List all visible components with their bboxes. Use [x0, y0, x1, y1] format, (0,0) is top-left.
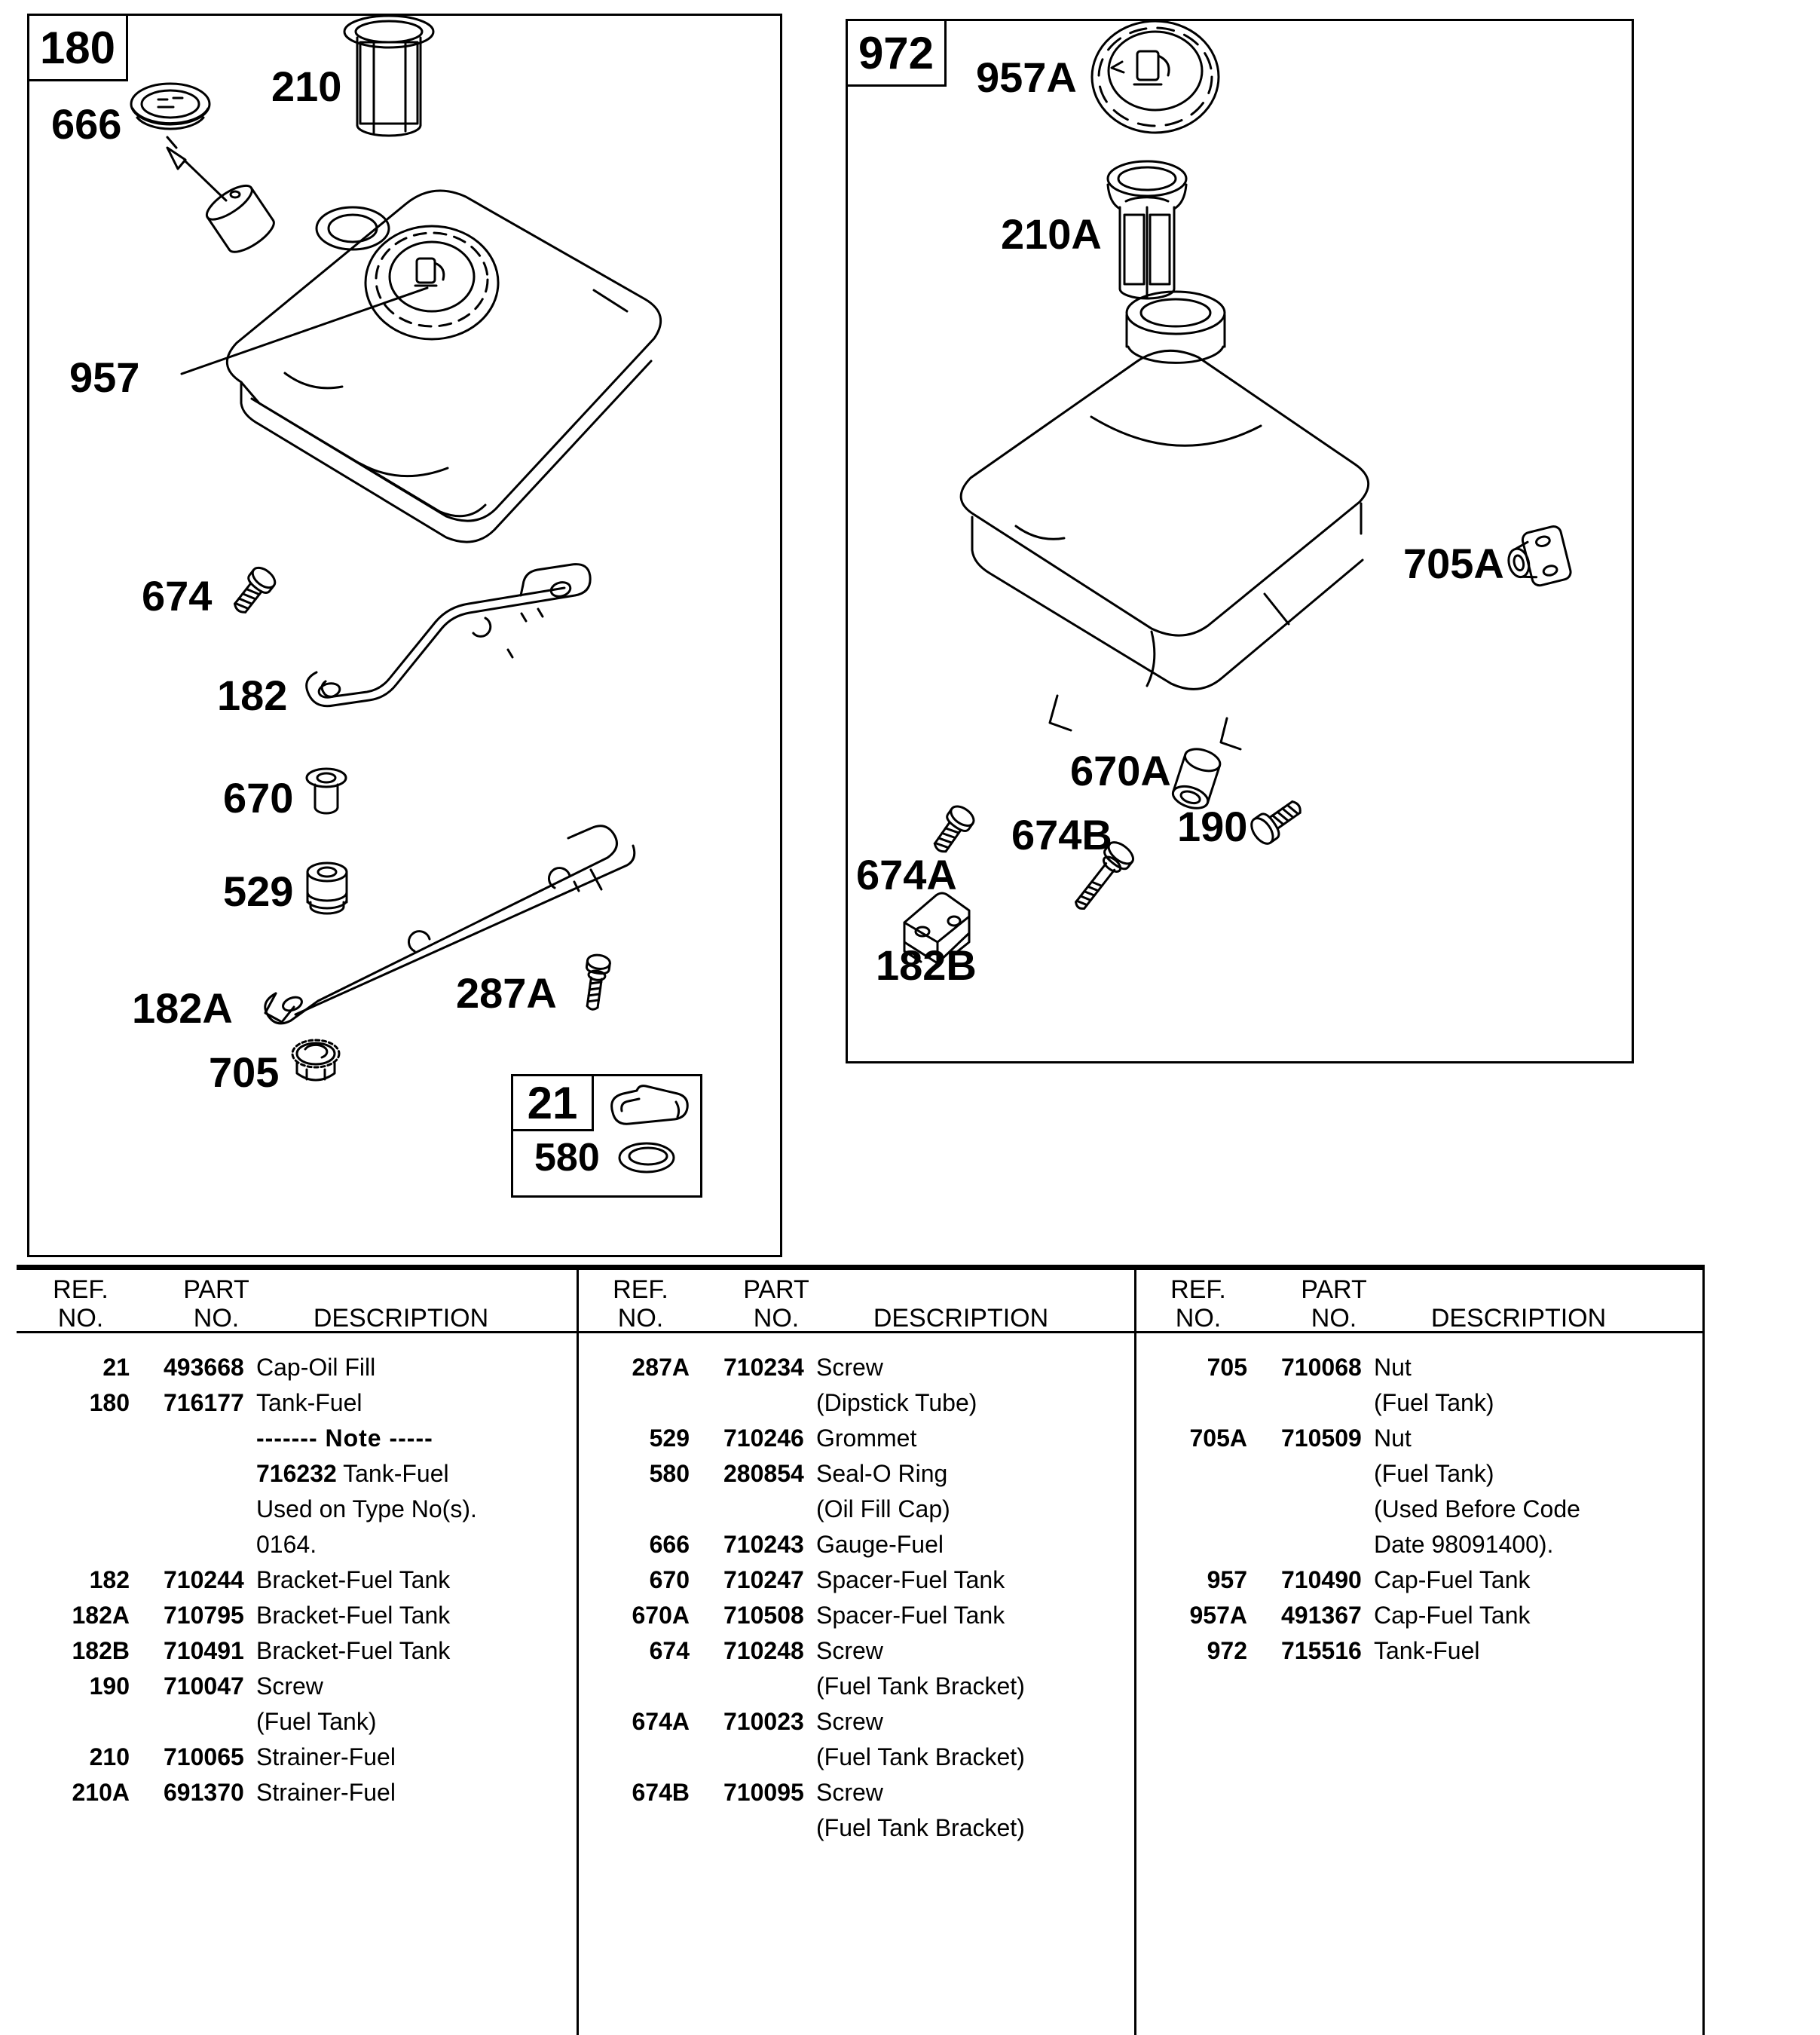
description-cell: Spacer-Fuel Tank	[816, 1602, 1005, 1629]
ref-no-header-line2: NO.	[617, 1304, 664, 1333]
parts-table-column-1	[17, 1351, 574, 1811]
description-cell: Seal-O Ring	[816, 1460, 948, 1487]
description-cell: Nut	[1374, 1354, 1412, 1381]
description-cell: (Fuel Tank)	[1374, 1460, 1494, 1487]
description-cell: Screw	[816, 1637, 883, 1664]
table-line	[577, 1669, 1134, 1705]
part-no-cell: 710490	[1281, 1566, 1362, 1593]
part-no-header-line2: NO.	[753, 1304, 800, 1333]
part-no-cell: 710244	[164, 1566, 244, 1593]
description-cell: Used on Type No(s).	[256, 1495, 477, 1522]
callout-182A: 182A	[132, 984, 233, 1032]
ref-no-cell: 674B	[632, 1779, 690, 1806]
part-no-cell: 710508	[723, 1602, 804, 1629]
description-cell: Tank-Fuel	[256, 1389, 362, 1416]
table-line	[577, 1811, 1134, 1847]
table-line	[1134, 1386, 1702, 1421]
part-no-header-line2: NO.	[1311, 1304, 1357, 1333]
screw-190-drawing	[1245, 785, 1317, 857]
table-line	[577, 1740, 1134, 1776]
ref-no-header-line1: REF.	[1170, 1275, 1226, 1304]
table-line	[577, 1705, 1134, 1740]
table-line	[17, 1351, 574, 1386]
callout-674: 674	[142, 572, 213, 620]
part-no-cell: 710509	[1281, 1424, 1362, 1452]
part-no-header-line1: PART	[183, 1275, 249, 1304]
ref-no-cell: 21	[102, 1354, 130, 1381]
part-no-header-line2: NO.	[193, 1304, 240, 1333]
table-line	[577, 1386, 1134, 1421]
leader-line-957	[177, 279, 433, 384]
inset-label-text: 21	[527, 1077, 578, 1128]
oil-fill-cap-21-drawing	[602, 1082, 691, 1135]
part-no-cell: 710047	[164, 1672, 244, 1700]
part-no-header-line1: PART	[1301, 1275, 1367, 1304]
callout-287A: 287A	[456, 969, 557, 1017]
nut-705-drawing	[289, 1034, 344, 1094]
description-cell: 716232 Tank-Fuel	[256, 1460, 449, 1487]
inset-box-21-label	[511, 1074, 594, 1131]
ref-no-cell: 972	[1207, 1637, 1247, 1664]
table-line	[17, 1705, 574, 1740]
ref-no-cell: 670A	[632, 1602, 690, 1629]
table-line	[17, 1740, 574, 1776]
table-line	[17, 1599, 574, 1634]
fuel-cap-957A-drawing	[1087, 17, 1223, 139]
table-line	[1134, 1528, 1702, 1563]
table-line	[17, 1492, 574, 1528]
description-cell: (Oil Fill Cap)	[816, 1495, 950, 1522]
parts-table-column-2	[577, 1351, 1134, 1847]
part-no-cell: 710243	[723, 1531, 804, 1558]
part-no-cell: 710247	[723, 1566, 804, 1593]
spacer-670A-drawing	[1168, 742, 1228, 822]
table-line	[1134, 1563, 1702, 1599]
description-cell: Tank-Fuel	[1374, 1637, 1480, 1664]
callout-190: 190	[1177, 803, 1248, 850]
ref-no-cell: 210A	[72, 1779, 130, 1806]
part-no-cell: 710234	[723, 1354, 804, 1381]
ref-no-cell: 957	[1207, 1566, 1247, 1593]
table-line	[1134, 1492, 1702, 1528]
description-cell: Grommet	[816, 1424, 917, 1452]
description-cell: Strainer-Fuel	[256, 1779, 396, 1806]
o-ring-580-drawing	[616, 1137, 679, 1180]
description-cell: Screw	[256, 1672, 323, 1700]
description-cell: (Fuel Tank Bracket)	[816, 1672, 1025, 1700]
ref-no-cell: 287A	[632, 1354, 690, 1381]
table-line	[577, 1492, 1134, 1528]
box-label-text: 180	[39, 22, 116, 73]
ref-no-cell: 182A	[72, 1602, 130, 1629]
screw-674-drawing	[225, 562, 285, 629]
callout-705A: 705A	[1403, 540, 1504, 587]
ref-no-cell: 674A	[632, 1708, 690, 1735]
callout-529: 529	[223, 868, 294, 915]
bolt-674B-drawing	[1057, 835, 1147, 929]
part-no-cell: 710248	[723, 1637, 804, 1664]
description-cell: ------- Note -----	[256, 1424, 433, 1452]
table-line	[17, 1386, 574, 1421]
callout-957A: 957A	[976, 54, 1077, 101]
ref-no-cell: 180	[89, 1389, 130, 1416]
ref-no-cell: 670	[649, 1566, 690, 1593]
description-cell: Cap-Fuel Tank	[1374, 1602, 1531, 1629]
description-header: DESCRIPTION	[313, 1304, 489, 1333]
table-line	[17, 1776, 574, 1811]
callout-957: 957	[69, 353, 140, 401]
table-top-rule	[17, 1265, 1705, 1270]
part-no-cell: 710246	[723, 1424, 804, 1452]
table-line	[577, 1528, 1134, 1563]
table-line	[17, 1563, 574, 1599]
ref-no-header-line2: NO.	[1175, 1304, 1222, 1333]
part-no-cell: 493668	[164, 1354, 244, 1381]
description-cell: Cap-Oil Fill	[256, 1354, 376, 1381]
description-cell: (Fuel Tank)	[256, 1708, 377, 1735]
callout-670: 670	[223, 774, 294, 822]
bracket-182-drawing	[295, 559, 608, 733]
table-line	[577, 1776, 1134, 1811]
description-cell: (Used Before Code	[1374, 1495, 1580, 1522]
table-line	[17, 1528, 574, 1563]
description-cell: (Dipstick Tube)	[816, 1389, 977, 1416]
description-cell: (Fuel Tank)	[1374, 1389, 1494, 1416]
ref-no-cell: 190	[89, 1672, 130, 1700]
callout-210: 210	[271, 63, 342, 110]
callout-670A: 670A	[1070, 747, 1171, 794]
table-line	[1134, 1457, 1702, 1492]
part-no-cell: 710068	[1281, 1354, 1362, 1381]
description-cell: Bracket-Fuel Tank	[256, 1602, 451, 1629]
part-no-cell: 710095	[723, 1779, 804, 1806]
ref-no-cell: 529	[649, 1424, 690, 1452]
table-line	[1134, 1634, 1702, 1669]
callout-674B: 674B	[1011, 811, 1112, 858]
diagram-box-972-label	[846, 19, 947, 87]
callout-580: 580	[534, 1136, 600, 1180]
description-cell: Gauge-Fuel	[816, 1531, 944, 1558]
description-cell: Screw	[816, 1779, 883, 1806]
table-line	[17, 1669, 574, 1705]
ref-no-cell: 957A	[1189, 1602, 1247, 1629]
ref-no-cell: 666	[649, 1531, 690, 1558]
part-no-cell: 716177	[164, 1389, 244, 1416]
ref-no-header-line1: REF.	[613, 1275, 668, 1304]
part-no-cell: 710023	[723, 1708, 804, 1735]
bracket-182B-drawing	[891, 883, 985, 981]
callout-666: 666	[51, 100, 122, 148]
part-no-cell: 691370	[164, 1779, 244, 1806]
screw-287A-drawing	[571, 951, 621, 1023]
part-no-cell: 710795	[164, 1602, 244, 1629]
part-no-cell: 491367	[1281, 1602, 1362, 1629]
ref-no-header-line1: REF.	[53, 1275, 109, 1304]
description-cell: Date 98091400).	[1374, 1531, 1554, 1558]
description-header: DESCRIPTION	[873, 1304, 1049, 1333]
parts-table-column-3	[1134, 1351, 1702, 1669]
table-line	[577, 1421, 1134, 1457]
callout-210A: 210A	[1001, 210, 1102, 258]
description-header: DESCRIPTION	[1430, 1304, 1607, 1333]
ref-no-cell: 705A	[1189, 1424, 1247, 1452]
ref-no-cell: 210	[89, 1743, 130, 1770]
table-line	[17, 1457, 574, 1492]
ref-no-cell: 182B	[72, 1637, 130, 1664]
description-cell: Cap-Fuel Tank	[1374, 1566, 1531, 1593]
ref-no-cell: 580	[649, 1460, 690, 1487]
nut-705A-drawing	[1502, 519, 1579, 601]
callout-674A: 674A	[856, 851, 957, 898]
part-no-header-line1: PART	[743, 1275, 809, 1304]
description-cell: Strainer-Fuel	[256, 1743, 396, 1770]
description-cell: (Fuel Tank Bracket)	[816, 1814, 1025, 1841]
table-line	[1134, 1351, 1702, 1386]
part-no-cell: 280854	[723, 1460, 804, 1487]
inset-box-21	[511, 1074, 702, 1198]
box-label-text: 972	[858, 27, 934, 78]
callout-182: 182	[217, 672, 288, 719]
ref-no-cell: 674	[649, 1637, 690, 1664]
strainer-210-drawing	[341, 12, 437, 151]
table-line	[577, 1351, 1134, 1386]
ref-no-header-line2: NO.	[57, 1304, 104, 1333]
description-cell: (Fuel Tank Bracket)	[816, 1743, 1025, 1770]
screw-674A-drawing	[924, 800, 984, 868]
table-line	[577, 1563, 1134, 1599]
table-line	[577, 1634, 1134, 1669]
part-no-cell: 710065	[164, 1743, 244, 1770]
description-cell: Bracket-Fuel Tank	[256, 1637, 451, 1664]
bracket-182A-drawing	[250, 791, 687, 1033]
part-no-cell: 715516	[1281, 1637, 1362, 1664]
ref-no-cell: 705	[1207, 1354, 1247, 1381]
table-line	[17, 1421, 574, 1457]
table-line	[17, 1634, 574, 1669]
description-cell: Screw	[816, 1354, 883, 1381]
table-line	[1134, 1599, 1702, 1634]
fuel-tank-972-drawing	[903, 277, 1408, 771]
table-line	[577, 1457, 1134, 1492]
description-cell: Spacer-Fuel Tank	[816, 1566, 1005, 1593]
table-line	[577, 1599, 1134, 1634]
table-line	[1134, 1421, 1702, 1457]
description-cell: Screw	[816, 1708, 883, 1735]
ref-no-cell: 182	[89, 1566, 130, 1593]
description-cell: Bracket-Fuel Tank	[256, 1566, 451, 1593]
callout-705: 705	[209, 1048, 280, 1096]
diagram-box-180-label	[27, 14, 128, 81]
callout-182B: 182B	[876, 941, 977, 989]
description-cell: Nut	[1374, 1424, 1412, 1452]
description-cell: 0164.	[256, 1531, 317, 1558]
part-no-cell: 710491	[164, 1637, 244, 1664]
table-right-border	[1702, 1265, 1705, 2035]
